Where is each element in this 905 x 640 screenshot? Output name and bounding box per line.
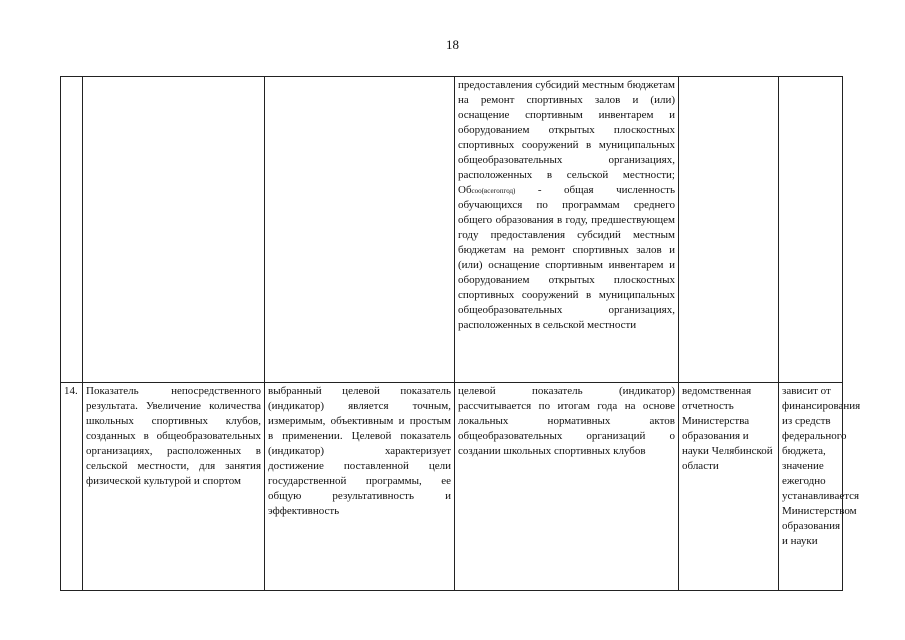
cell-source-empty bbox=[679, 77, 779, 383]
indicator-name: Показатель непосредственного результата. Увеличение количества школьных спортивных клубов, созданных в общеобразовательных организациях, расположенных в сельской местности, для занятия физической культурой и спортом bbox=[83, 383, 265, 591]
cell-notes-empty bbox=[779, 77, 843, 383]
cell-calculation-method bbox=[455, 77, 679, 383]
formula-text-part2: - общая численность обучающихся по программам среднего общего образования в году, предшествующем году предоставления субсидий местным бюджетам на ремонт спортивных залов и (или) оснащение спортивным инвентарем и оборудованием открытых плоскостных спортивных сооружений в муниципальных общеобразовательных организациях, расположенных в сельской местности bbox=[458, 184, 675, 331]
indicators-table bbox=[60, 76, 861, 591]
calculation-method: целевой показатель (индикатор) рассчитывается по итогам года на основе локальных нормативных актов общеобразовательных организаций о создании школьных спортивных клубов bbox=[455, 383, 679, 591]
cell-indicator-empty bbox=[83, 77, 265, 383]
table-row-continued bbox=[61, 77, 843, 383]
variable-subscript: соо(всегопгод) bbox=[471, 187, 516, 195]
notes: зависит от финансирования из средств федерального бюджета, значение ежегодно устанавливается Министерством образования и науки bbox=[779, 383, 843, 591]
data-source: ведомственная отчетность Министерства образования и науки Челябинской области bbox=[679, 383, 779, 591]
cell-number-empty bbox=[61, 77, 83, 383]
indicator-justification: выбранный целевой показатель (индикатор) является точным, измеримым, объективным и простым в применении. Целевой показатель (индикатор) характеризует достижение поставленной цели государственной программы, ее общую результативность и эффективность bbox=[265, 383, 455, 591]
page-number: 18 bbox=[446, 37, 459, 52]
table-row-14 bbox=[61, 383, 843, 591]
formula-text-part1: предоставления субсидий местным бюджетам на ремонт спортивных залов и (или) оснащение спортивным инвентарем и оборудованием открытых плоскостных спортивных сооружений в муниципальных общеобразовательных организациях, расположенных в сельской местности; bbox=[458, 79, 675, 181]
cell-justification-empty bbox=[265, 77, 455, 383]
variable-symbol: Об bbox=[458, 184, 472, 196]
row-number: 14. bbox=[61, 383, 83, 591]
